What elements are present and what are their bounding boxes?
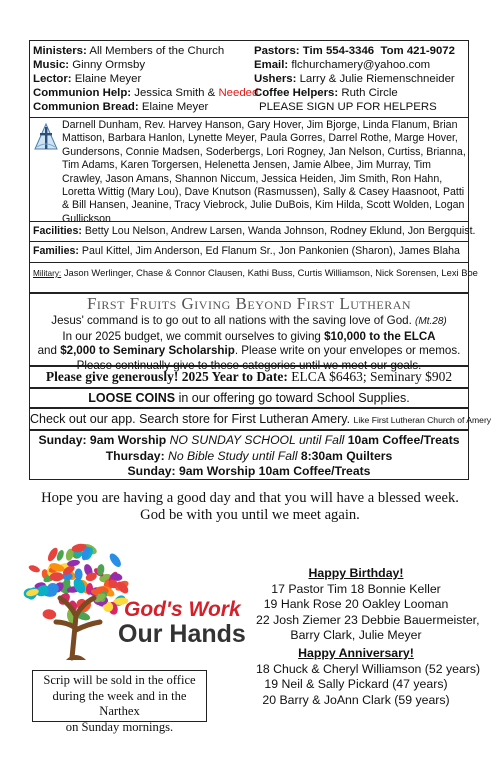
anniversary-heading: Happy Anniversary! xyxy=(298,645,414,660)
schedule-box xyxy=(29,430,469,480)
pastor-tom-phone: Tom 421-9072 xyxy=(380,45,455,57)
fruits-line-1 xyxy=(30,314,468,330)
ministers-value: All Members of the Church xyxy=(89,45,225,57)
fruits-line-1-text: Jesus' command is to go out to all nations with the saving love of God. xyxy=(51,314,412,327)
birthday-heading: Happy Birthday! xyxy=(308,566,404,580)
communion-bread-value: Elaine Meyer xyxy=(141,101,209,113)
birthday-line: 22 Josh Ziemer 23 Debbie Bauermeister, xyxy=(256,612,480,627)
schedule-thursday xyxy=(30,449,468,465)
music-value: Ginny Ormsby xyxy=(72,59,146,71)
pastor-tim-phone: Tim 554-3346 xyxy=(302,45,375,57)
families-row xyxy=(33,245,460,258)
seminary-goal: $2,000 to Seminary Scholarship xyxy=(60,344,235,357)
bible-study-note: No Bible Study until Fall xyxy=(168,448,298,463)
handprint-leaf xyxy=(107,552,123,569)
quilters: 8:30am Quilters xyxy=(300,448,393,463)
scrip-line-1: Scrip will be sold in the office xyxy=(43,673,196,687)
ministers-label: Ministers: xyxy=(33,45,87,57)
handprint-leaf xyxy=(75,569,83,581)
communion-help-row xyxy=(33,86,398,100)
app-text: Check out our app. Search store for First Lutheran Amery. xyxy=(30,412,351,426)
facilities-row xyxy=(33,225,475,238)
divider xyxy=(30,117,468,118)
military-label: Military: xyxy=(33,269,62,278)
year-to-date-values: ELCA $6463; Seminary $902 xyxy=(291,369,453,384)
pastors-label: Pastors: xyxy=(254,45,300,57)
fruits-line-2-text: In our 2025 budget, we commit ourselves to giving xyxy=(62,329,321,343)
birthday-line: 19 Hank Rose 20 Oakley Looman xyxy=(263,597,449,612)
families-value: Paul Kittel, Jim Anderson, Ed Flanum Sr., Jon Pankonien (Sharon), James Blaha xyxy=(81,245,460,257)
ushers-label: Ushers: xyxy=(254,73,297,85)
fruits-line-3-text-a: and xyxy=(37,344,57,357)
closing-line-1: Hope you are having a good day and that you will have a blessed week. xyxy=(41,490,459,506)
first-fruits-box xyxy=(29,293,469,372)
communion-bread-label: Communion Bread: xyxy=(33,101,139,113)
sunday-worship-2: Sunday: 9am Worship 10am Coffee/Treats xyxy=(127,464,371,478)
birthday-anniversary-section xyxy=(256,566,481,708)
communion-help-value: Jessica Smith & xyxy=(134,87,216,99)
app-box xyxy=(29,408,492,430)
divider xyxy=(30,221,468,222)
handprint-leaf xyxy=(42,609,57,621)
anniversary-line: 18 Chuck & Cheryl Williamson (52 years) xyxy=(256,661,481,676)
schedule-sunday-1 xyxy=(30,433,468,449)
scripture-ref: (Mt.28) xyxy=(415,316,447,327)
coffee-label: Coffee Helpers: xyxy=(254,87,339,99)
lector-label: Lector: xyxy=(33,73,72,85)
signup-text: PLEASE SIGN UP FOR HELPERS xyxy=(259,101,437,113)
facilities-value: Betty Lou Nelson, Andrew Larsen, Wanda Johnson, Rodney Eklund, Jon Bergquist. xyxy=(84,225,476,237)
ushers-value: Larry & Julie Riemenschneider xyxy=(299,73,455,85)
give-heading: Please give generously! 2025 Year to Date: xyxy=(45,369,288,384)
thursday-label: Thursday: xyxy=(105,448,165,463)
divider xyxy=(30,241,468,242)
scrip-line-2: during the week and in the Narthex xyxy=(52,688,187,718)
birthday-line: 17 Pastor Tim 18 Bonnie Keller xyxy=(271,581,441,596)
closing-line-2: God be with you until we meet again. xyxy=(140,507,360,523)
music-label: Music: xyxy=(33,59,70,71)
communion-bread-row xyxy=(33,100,437,114)
email-label: Email: xyxy=(254,59,289,71)
anniversary-line: 19 Neil & Sally Pickard (47 years) xyxy=(264,677,448,692)
elca-goal: $10,000 to the ELCA xyxy=(324,329,436,343)
lector-value: Elaine Meyer xyxy=(74,73,142,85)
logo-line-1: God's Work xyxy=(124,598,241,621)
schedule-sunday-2 xyxy=(30,464,468,480)
ministers-row xyxy=(33,44,455,58)
families-label: Families: xyxy=(33,245,79,257)
closing-message xyxy=(20,490,480,524)
loose-coins-label: LOOSE COINS xyxy=(88,391,176,405)
fruits-line-2 xyxy=(30,330,468,345)
cross-icon xyxy=(33,121,59,151)
communion-help-label: Communion Help: xyxy=(33,87,132,99)
fruits-line-4: Please continually give to these categories until we meet our goals. xyxy=(76,358,422,372)
loose-coins-box xyxy=(29,388,469,408)
sunday-school-note: NO SUNDAY SCHOOL until Fall xyxy=(169,433,345,447)
email-link[interactable]: flchurchamery@yahoo.com xyxy=(291,59,431,71)
sunday-coffee: 10am Coffee/Treats xyxy=(347,433,460,447)
military-value: Jason Werlinger, Chase & Connor Clausen, Kathi Buss, Curtis Williamson, Nick Sorensen, Lexi Boe xyxy=(63,267,478,278)
sunday-worship: Sunday: 9am Worship xyxy=(38,433,167,447)
lector-row xyxy=(33,72,455,86)
scrip-line-3: on Sunday mornings. xyxy=(65,719,174,734)
fruits-line-3 xyxy=(30,344,468,359)
handprint-leaf xyxy=(28,564,41,574)
logo-line-2: Our Hands xyxy=(118,620,246,648)
military-row xyxy=(33,266,478,280)
gods-work-logo xyxy=(20,538,250,668)
app-like-text: Like First Lutheran Church of Amery xyxy=(353,415,492,425)
ministers-box xyxy=(29,40,478,293)
loose-coins-text: in our offering go toward School Supplies. xyxy=(178,391,410,405)
music-row xyxy=(33,58,431,72)
coffee-value: Ruth Circle xyxy=(341,87,398,99)
scrip-box xyxy=(32,670,207,734)
fruits-line-3-text-c: . Please write on your envelopes or memos. xyxy=(234,344,461,357)
divider xyxy=(30,262,468,263)
give-generously-box xyxy=(29,366,469,388)
anniversary-line: 20 Barry & JoAnn Clark (59 years) xyxy=(262,692,450,707)
birthday-line: Barry Clark, Julie Meyer xyxy=(290,628,422,643)
prayer-list: Darnell Dunham, Rev. Harvey Hanson, Gary Hover, Jim Bjorge, Linda Flanum, Brian Mattison, Barbara Hanlon, Lynette Meyer, Paula Gorres, Darrel Rothe, Marge Hover, Gundersons, Connie Madsen, Soderbergs, Lori Rogney, Jan Nelson, Curtiss, Brianna, Tim Adams, Karen Torgersen, Helenetta Jensen, Jamie Albee, Jim Murray, Tim Crawley, Jason Amans, Shannon Niccum, Jessica Heiden, Jim Smith, Ron Hahn, Loretta Wittig (Mary Lou), Dave Knutson (Rasmussen), Sally & Casey Haasnoot, Patti & Bill Hansen, Jeanine, Tracy Viebrock, Julie DuBois, Kim Hilda, Scott Wolden, Logan Gullickson xyxy=(62,119,466,225)
facilities-label: Facilities: xyxy=(33,225,82,237)
first-fruits-title: First Fruits Giving Beyond First Lutheran xyxy=(86,294,412,313)
needed-text: Needed xyxy=(218,87,259,99)
